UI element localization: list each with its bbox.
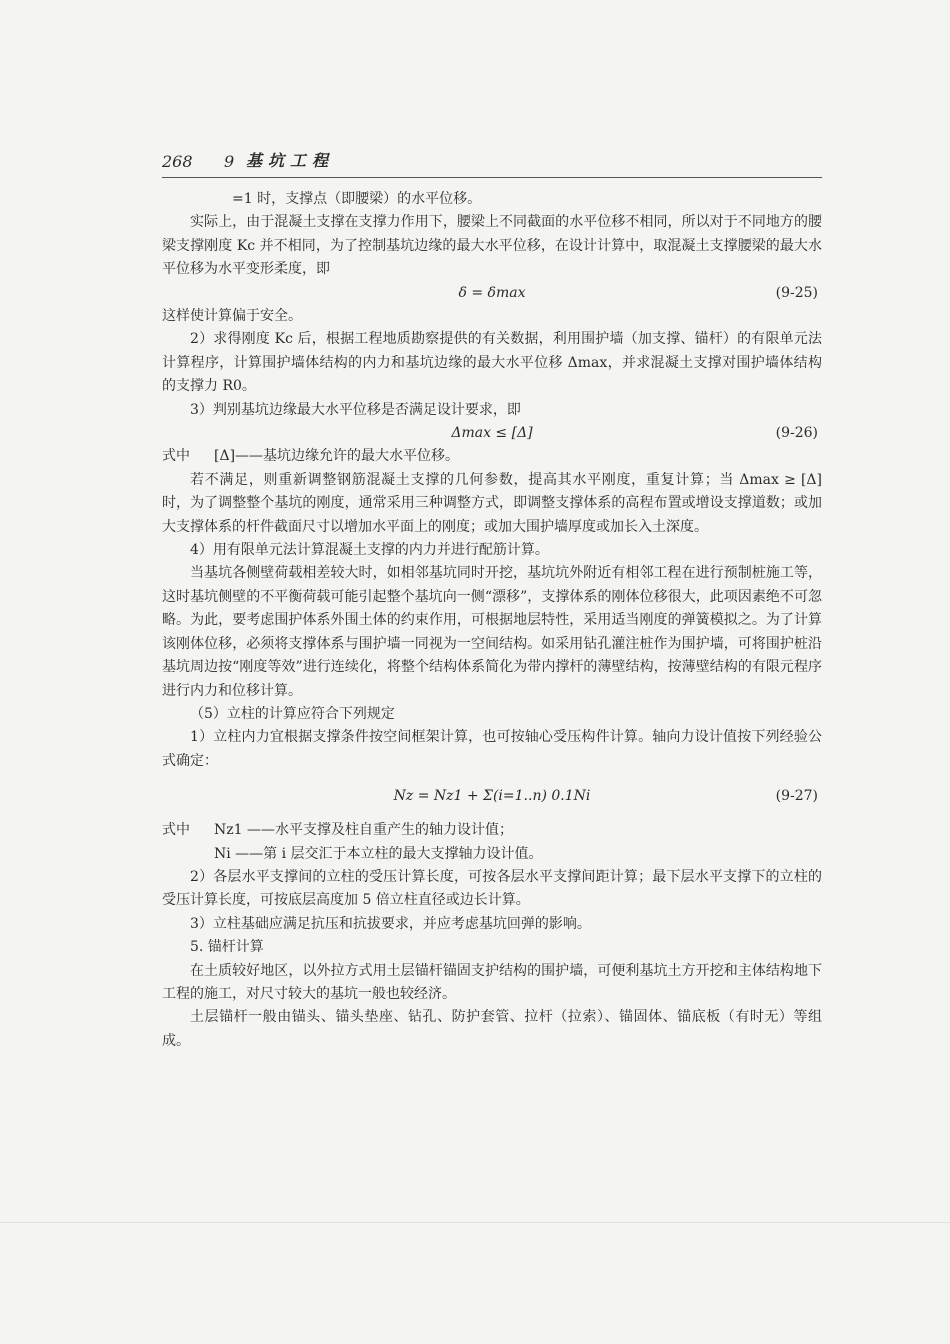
page-number: 268 xyxy=(162,152,193,171)
paragraph: 在土质较好地区，以外拉方式用土层锚杆锚固支护结构的围护墙，可便利基坑土方开挖和主体结构地下工程的施工，对尺寸较大的基坑一般也较经济。 xyxy=(162,962,822,1002)
equation-formula: Nz = Nz1 + Σ(i=1..n) 0.1Ni xyxy=(393,788,591,805)
paragraph: 1）立柱内力宜根据支撑条件按空间框架计算，也可按轴心受压构件计算。轴向力设计值按下列经验公式确定： xyxy=(162,729,822,769)
paragraph: 3）立柱基础应满足抗压和抗拔要求，并应考虑基坑回弹的影响。 xyxy=(190,915,591,932)
equation xyxy=(162,282,822,305)
chapter-number: 9 xyxy=(224,152,235,171)
paragraph: （5）立柱的计算应符合下列规定 xyxy=(190,705,395,722)
paragraph: 实际上，由于混凝土支撑在支撑力作用下，腰梁上不同截面的水平位移不相同，所以对于不同地方的腰梁支撑刚度 Kc 并不相同，为了控制基坑边缘的最大水平位移，在设计计算中，取混凝土支撑腰梁的最大水平位移为水平变形柔度，即 xyxy=(162,214,822,278)
paragraph: 2）各层水平支撑间的立柱的受压计算长度，可按各层水平支撑间距计算；最下层水平支撑下的立柱的受压计算长度，可按底层高度加 5 倍立柱直径或边长计算。 xyxy=(162,868,822,909)
paragraph: 4）用有限单元法计算混凝土支撑的内力并进行配筋计算。 xyxy=(190,542,549,559)
definition-line: Ni ——第 i 层交汇于本立柱的最大支撑轴力设计值。 xyxy=(214,845,543,862)
page-bottom-rule xyxy=(0,1222,950,1223)
paragraph: 当基坑各侧壁荷载相差较大时，如相邻基坑同时开挖，基坑坑外附近有相邻工程在进行预制桩施工等，这时基坑侧壁的不平衡荷载可能引起整个基坑向一侧“漂移”，支撑体系的刚体位移很大，此项因素绝不可忽略。为此，要考虑围护体系外围土体的约束作用，可根据地层特性，采用适当刚度的弹簧模拟之。为了计算该刚体位移，必须将支撑体系与围护墙一同视为一空间结构。如采用钻孔灌注桩作为围护墙，可将围护桩沿基坑周边按“刚度等效”进行连续化，将整个结构体系简化为带内撑杆的薄壁结构，按薄壁结构的有限元程序进行内力和位移计算。 xyxy=(162,565,822,699)
equation xyxy=(162,773,822,819)
definition-lead: 式中 xyxy=(162,822,190,839)
equation-formula: Δmax ≤ [Δ] xyxy=(451,425,533,442)
equation xyxy=(162,422,822,445)
body-text xyxy=(162,188,822,1053)
chapter-title: 基坑工程 xyxy=(246,151,335,170)
paragraph: 5. 锚杆计算 xyxy=(190,939,264,956)
definition-text: [Δ]——基坑边缘允许的最大水平位移。 xyxy=(214,448,460,465)
equation-number: (9-26) xyxy=(775,425,818,442)
equation-number: (9-25) xyxy=(775,284,818,301)
equation-formula: δ = δmax xyxy=(458,284,526,301)
definition-line xyxy=(162,445,822,468)
paragraph: =1 时，支撑点（即腰梁）的水平位移。 xyxy=(232,191,482,207)
paragraph: 土层锚杆一般由锚头、锚头垫座、钻孔、防护套管、拉杆（拉索）、锚固体、锚底板（有时无）等组成。 xyxy=(162,1009,822,1049)
paragraph: 3）判别基坑边缘最大水平位移是否满足设计要求，即 xyxy=(190,401,521,418)
paragraph: 2）求得刚度 Kc 后，根据工程地质勘察提供的有关数据，利用围护墙（加支撑、锚杆）的有限单元法计算程序，计算围护墙体结构的内力和基坑边缘的最大水平位移 Δmax，并求混凝土支撑对围护墙体结构的支撑力 R0。 xyxy=(162,331,822,395)
running-header xyxy=(162,146,822,178)
equation-number: (9-27) xyxy=(775,788,818,805)
paragraph: 若不满足，则重新调整钢筋混凝土支撑的几何参数，提高其水平刚度，重复计算；当 Δmax ≥ [Δ] 时，为了调整整个基坑的刚度，通常采用三种调整方式，即调整支撑体系的高程布置或增设支撑道数；或加大支撑体系的杆件截面尺寸以增加水平面上的刚度；或加大围护墙厚度或加长入土深度。 xyxy=(162,471,822,535)
paragraph: 这样使计算偏于安全。 xyxy=(162,308,302,325)
definition-line xyxy=(162,819,822,842)
definition-text: Nz1 ——水平支撑及柱自重产生的轴力设计值； xyxy=(214,822,513,839)
definition-lead: 式中 xyxy=(162,448,190,465)
